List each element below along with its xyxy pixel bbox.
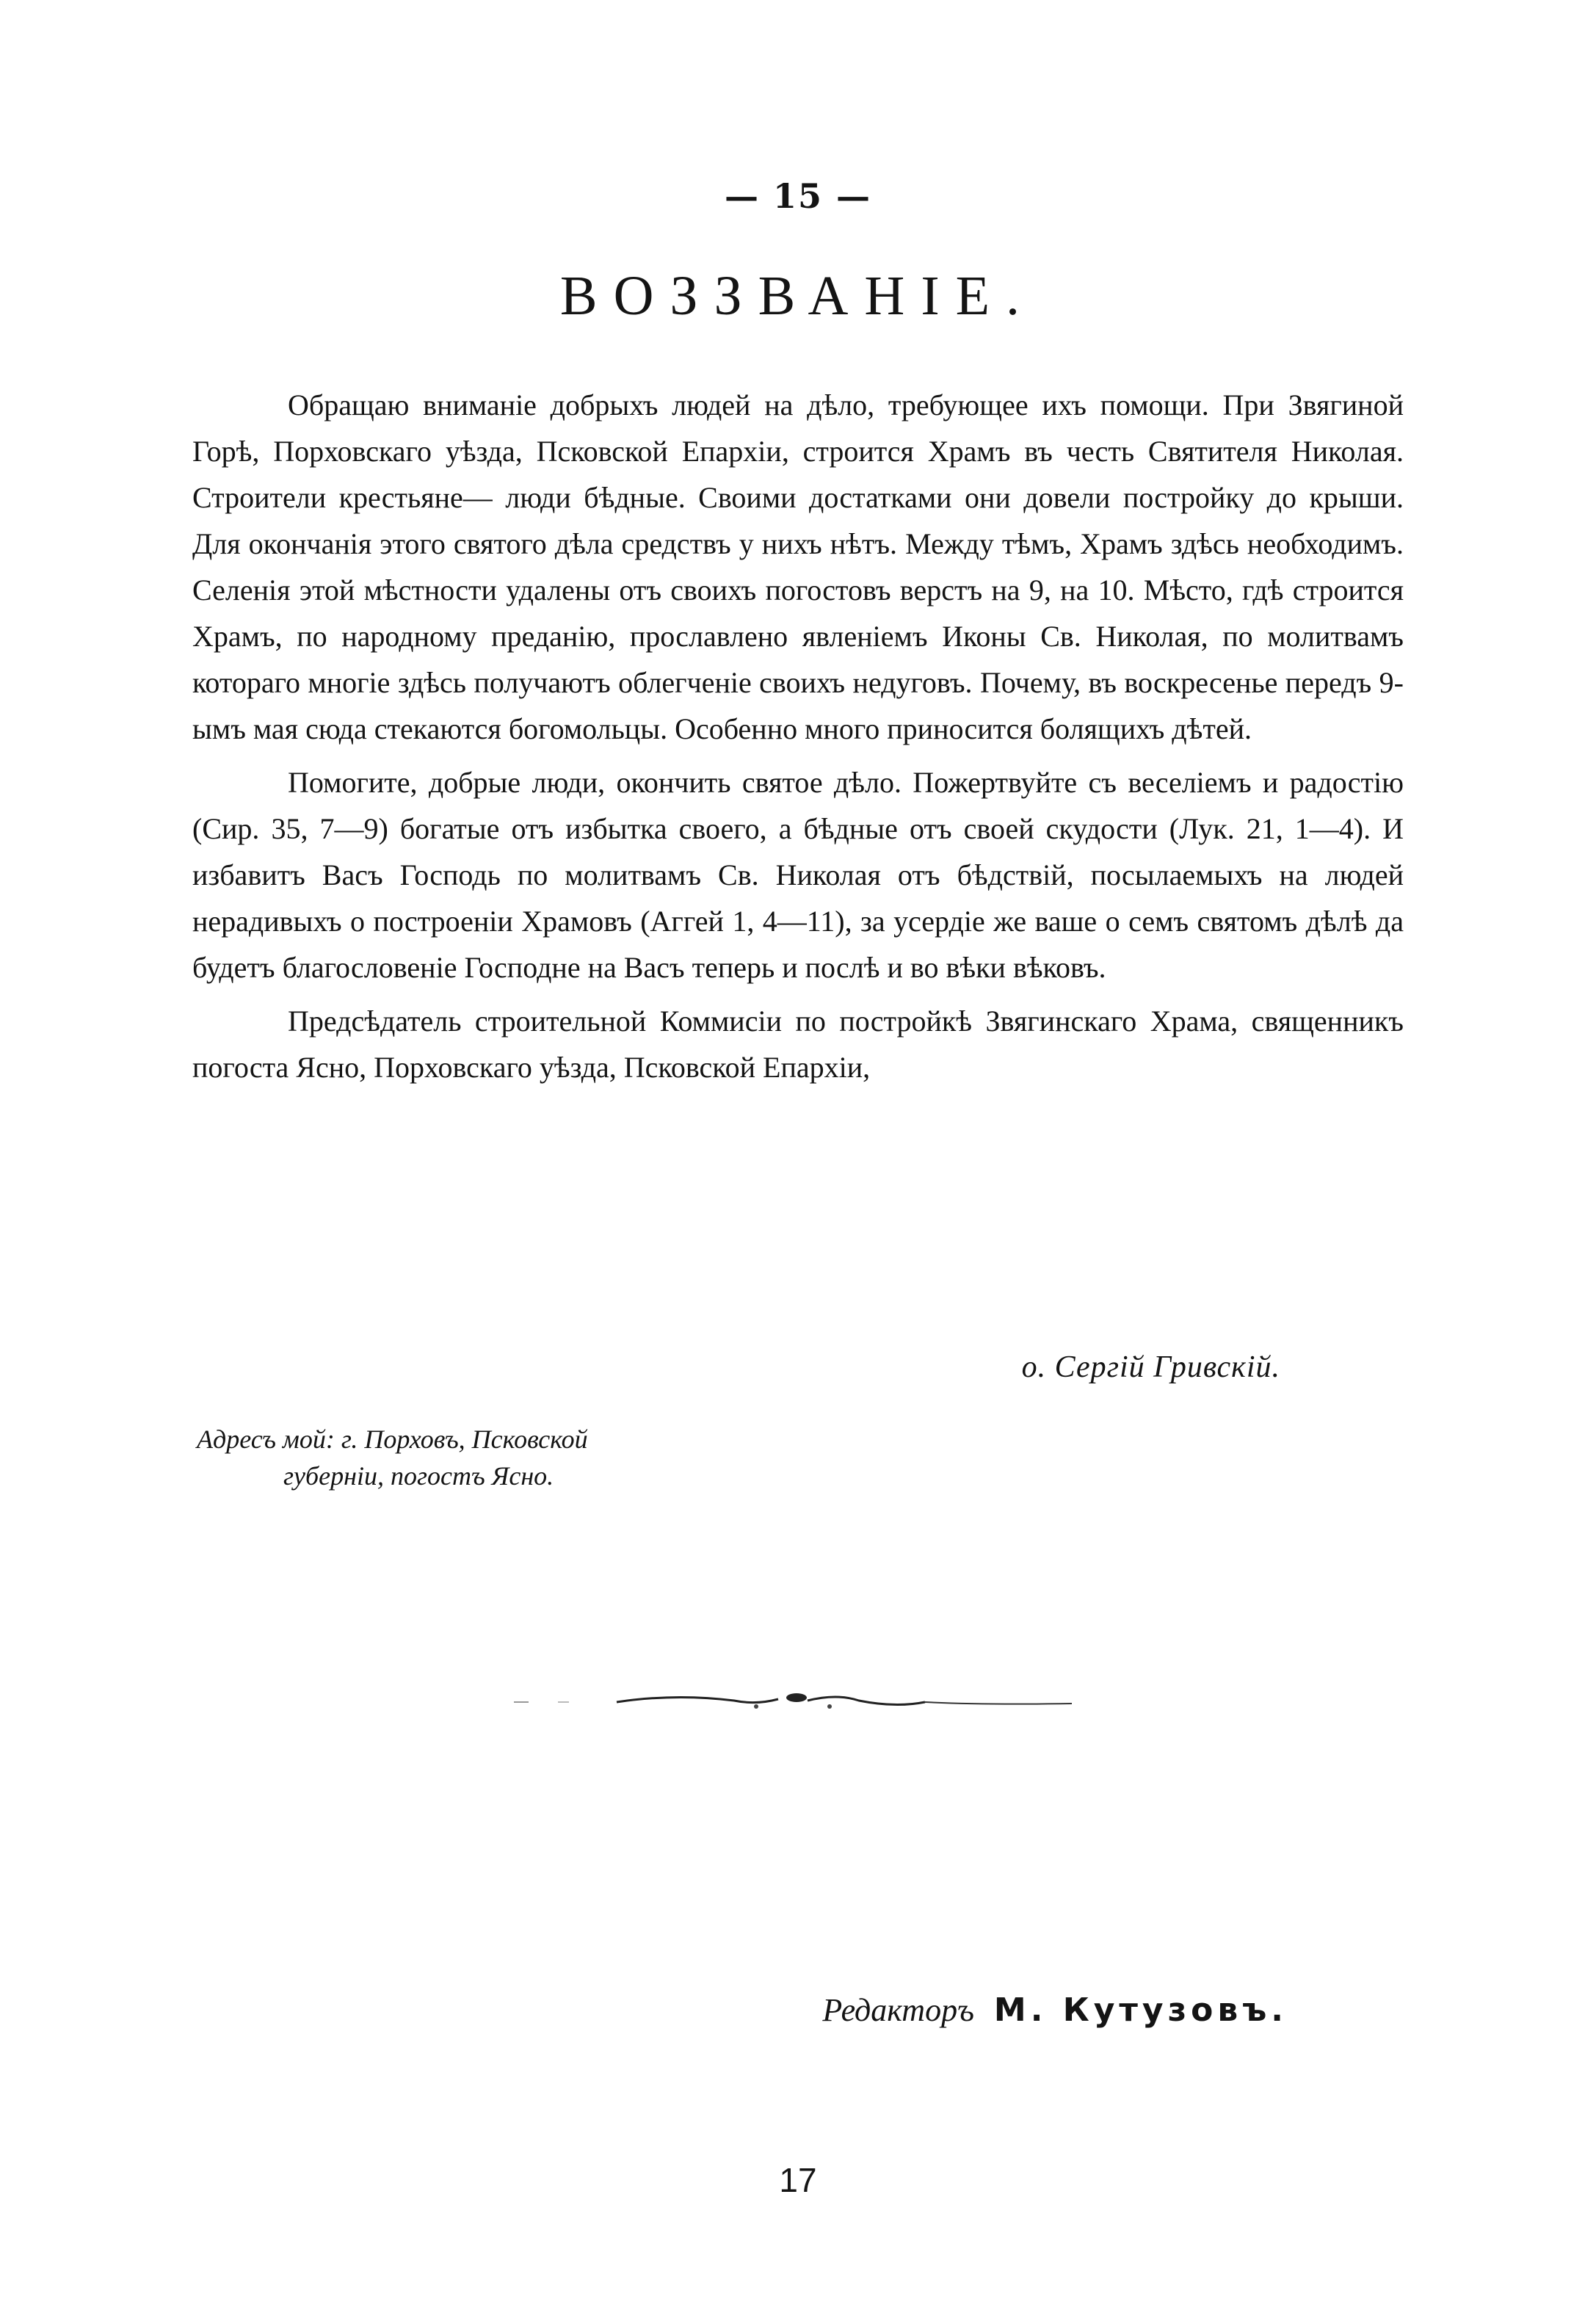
- body-text: [192, 382, 1404, 1098]
- page-title: ВОЗЗВАНIЕ.: [559, 265, 1037, 327]
- ornament-divider: [514, 1686, 1087, 1715]
- editor-credit: [822, 1991, 1288, 2029]
- paragraph-2: Помогите, добрые люди, окончить святое дѣло. Пожертвуйте съ веселiемъ и радостiю (Сир. 35, 7—9) богатые отъ избытка своего, а бѣдные отъ своей скудости (Лук. 21, 1—4). И избавитъ Васъ Господь по молитвамъ Св. Николая отъ бѣдствiй, посылаемыхъ на людей нерадивыхъ о построенiи Храмовъ (Аггей 1, 4—11), за усердiе же ваше о семъ святомъ дѣлѣ да будетъ благословенiе Господне на Васъ теперь и послѣ и во вѣки вѣковъ.: [192, 766, 1404, 984]
- paragraph-1: Обращаю вниманiе добрыхъ людей на дѣло, требующее ихъ помощи. При Звягиной Горѣ, Порховскаго уѣзда, Псковской Епархiи, строится Храмъ въ честь Святителя Николая. Строители крестьяне— люди бѣдные. Своими достатками они довели постройку до крыши. Для окончанiя этого святого дѣла средствъ у нихъ нѣтъ. Между тѣмъ, Храмъ здѣсь необходимъ. Селенiя этой мѣстности удалены отъ своихъ погостовъ верстъ на 9, на 10. Мѣсто, гдѣ строится Храмъ, по народному преданiю, прославлено явленiемъ Иконы Св. Николая, по молитвамъ котораго многiе здѣсь получаютъ облегченiе своихъ недуговъ. Почему, въ воскресенье передъ 9-ымъ мая сюда стекаются богомольцы. Особенно много приносится болящихъ дѣтей.: [192, 388, 1404, 745]
- page-number-footer: 17: [779, 2161, 817, 2199]
- editor-name: М. Кутузовъ.: [993, 1991, 1288, 2029]
- editor-role: Редакторъ: [822, 1992, 974, 2028]
- page-number-top: — 15 —: [724, 176, 872, 216]
- paragraph-3: Предсѣдатель строительной Коммисiи по постройкѣ Звягинскаго Храма, священникъ погоста Ясно, Порховскаго уѣзда, Псковской Епархiи,: [192, 1005, 1404, 1084]
- address-line-2: губернiи, погостъ Ясно.: [283, 1461, 554, 1491]
- signature: о. Сергiй Гривскiй.: [1021, 1350, 1280, 1384]
- address-line-1: Адресъ мой: г. Порховъ, Псковской: [197, 1425, 588, 1454]
- address-block: [197, 1421, 857, 1494]
